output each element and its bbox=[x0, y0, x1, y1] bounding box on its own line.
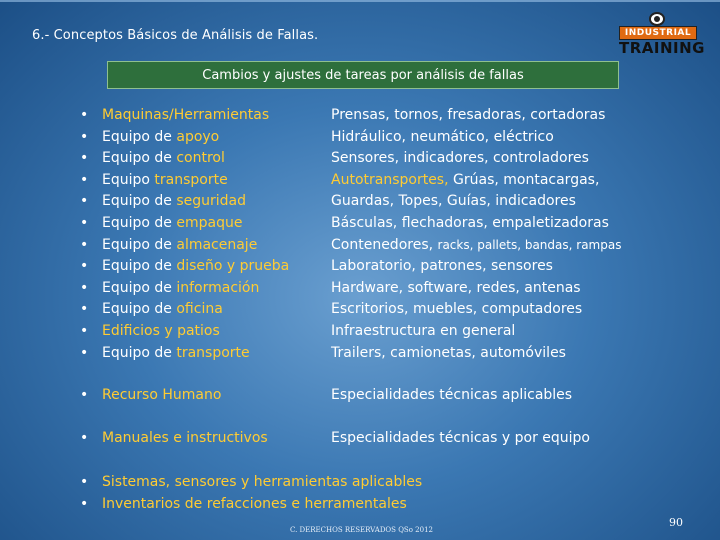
left-prefix: Equipo de bbox=[102, 150, 177, 167]
right-text bbox=[331, 126, 554, 148]
bullet-icon bbox=[80, 427, 94, 449]
bullet-icon bbox=[80, 147, 94, 169]
left-text bbox=[102, 234, 257, 256]
logo-line2: TRAINING bbox=[619, 39, 705, 57]
left-text bbox=[102, 342, 250, 364]
left-prefix: Equipo de bbox=[102, 258, 177, 275]
left-text: Recurso Humano bbox=[102, 387, 222, 403]
right-text: Especialidades técnicas aplicables bbox=[331, 387, 573, 403]
left-prefix: Maquinas/Herramientas bbox=[102, 107, 270, 123]
left-highlight: seguridad bbox=[176, 193, 247, 210]
bullet-icon bbox=[80, 255, 94, 277]
left-highlight: almacenaje bbox=[176, 236, 258, 253]
section-header: Cambios y ajustes de tareas por análisis de fallas bbox=[107, 61, 619, 89]
gear-icon bbox=[649, 12, 665, 26]
left-text bbox=[102, 147, 225, 169]
bullet-icon bbox=[80, 342, 94, 364]
right-main: Escritorios, muebles, computadores bbox=[331, 301, 583, 318]
bullet-icon bbox=[80, 212, 94, 234]
left-prefix: Equipo de bbox=[102, 236, 177, 253]
left-highlight: oficina bbox=[176, 301, 223, 318]
right-text bbox=[331, 277, 581, 299]
left-text bbox=[102, 277, 259, 299]
left-prefix: Equipo bbox=[102, 171, 155, 188]
left-text bbox=[102, 298, 223, 320]
right-text bbox=[331, 190, 576, 212]
left-highlight: diseño y prueba bbox=[176, 258, 290, 275]
left-prefix: Equipo de bbox=[102, 279, 177, 296]
right-text bbox=[331, 320, 515, 342]
left-text: Manuales e instructivos bbox=[102, 430, 268, 446]
right-text bbox=[331, 255, 553, 277]
right-main: Prensas, tornos, fresadoras, cortadoras bbox=[331, 107, 606, 123]
top-rule bbox=[0, 0, 720, 2]
left-prefix: Equipo de bbox=[102, 128, 177, 145]
right-text bbox=[331, 212, 609, 234]
bullet-icon bbox=[80, 126, 94, 148]
industrial-training-logo bbox=[619, 12, 705, 57]
bullet-icon bbox=[80, 190, 94, 212]
left-text bbox=[102, 104, 269, 126]
right-text bbox=[331, 169, 599, 191]
right-main: Grúas, montacargas, bbox=[448, 171, 600, 188]
bullet-icon bbox=[80, 104, 94, 126]
right-main: Hidráulico, neumático, eléctrico bbox=[331, 128, 554, 145]
item-text: Sistemas, sensores y herramientas aplicables bbox=[102, 474, 423, 490]
left-text bbox=[102, 320, 220, 342]
left-highlight: control bbox=[176, 150, 225, 167]
left-text bbox=[102, 212, 242, 234]
bullet-icon bbox=[80, 169, 94, 191]
bullet-icon bbox=[80, 277, 94, 299]
logo-line1: INDUSTRIAL bbox=[624, 28, 692, 38]
right-text bbox=[331, 104, 605, 126]
bullet-icon bbox=[80, 384, 94, 406]
right-main: Hardware, software, redes, antenas bbox=[331, 279, 581, 296]
left-prefix: Equipo de bbox=[102, 215, 177, 231]
right-highlight: Autotransportes, bbox=[331, 171, 449, 188]
left-highlight: transporte bbox=[176, 344, 250, 361]
left-prefix: Equipo de bbox=[102, 344, 177, 361]
left-text bbox=[102, 126, 219, 148]
bullet-icon bbox=[80, 320, 94, 342]
right-main: Guardas, Topes, Guías, indicadores bbox=[331, 193, 576, 210]
bullet-icon bbox=[80, 298, 94, 320]
right-main: Sensores, indicadores, controladores bbox=[331, 150, 589, 167]
bullet-icon bbox=[80, 471, 94, 493]
item-text: Inventarios de refacciones e herramentales bbox=[102, 496, 407, 512]
left-highlight: información bbox=[176, 279, 260, 296]
left-text bbox=[102, 190, 246, 212]
bullet-icon bbox=[80, 493, 94, 515]
right-text: Especialidades técnicas y por equipo bbox=[331, 430, 590, 446]
right-main: Contenedores, bbox=[331, 236, 438, 253]
left-highlight: apoyo bbox=[176, 128, 220, 145]
right-small: racks, pallets, bandas, rampas bbox=[437, 237, 622, 252]
left-text bbox=[102, 255, 289, 277]
right-main: Laboratorio, patrones, sensores bbox=[331, 258, 553, 275]
page-number: 90 bbox=[669, 516, 683, 529]
right-text bbox=[331, 234, 621, 256]
left-prefix: Equipo de bbox=[102, 193, 177, 210]
slide-title: 6.- Conceptos Básicos de Análisis de Fallas. bbox=[32, 28, 319, 43]
right-text bbox=[331, 342, 566, 364]
right-text bbox=[331, 147, 589, 169]
left-prefix: Equipo de bbox=[102, 301, 177, 318]
right-main: Infraestructura en general bbox=[331, 323, 516, 339]
right-main: Trailers, camionetas, automóviles bbox=[331, 344, 566, 361]
left-highlight: Edificios y patios bbox=[102, 323, 220, 339]
left-highlight: empaque bbox=[176, 215, 243, 231]
bullet-icon bbox=[80, 234, 94, 256]
right-main: Básculas, flechadoras, empaletizadoras bbox=[331, 215, 609, 231]
left-highlight: transporte bbox=[154, 171, 228, 188]
copyright-notice: C. DERECHOS RESERVADOS QSo 2012 bbox=[290, 526, 433, 534]
right-text bbox=[331, 298, 582, 320]
left-text bbox=[102, 169, 228, 191]
